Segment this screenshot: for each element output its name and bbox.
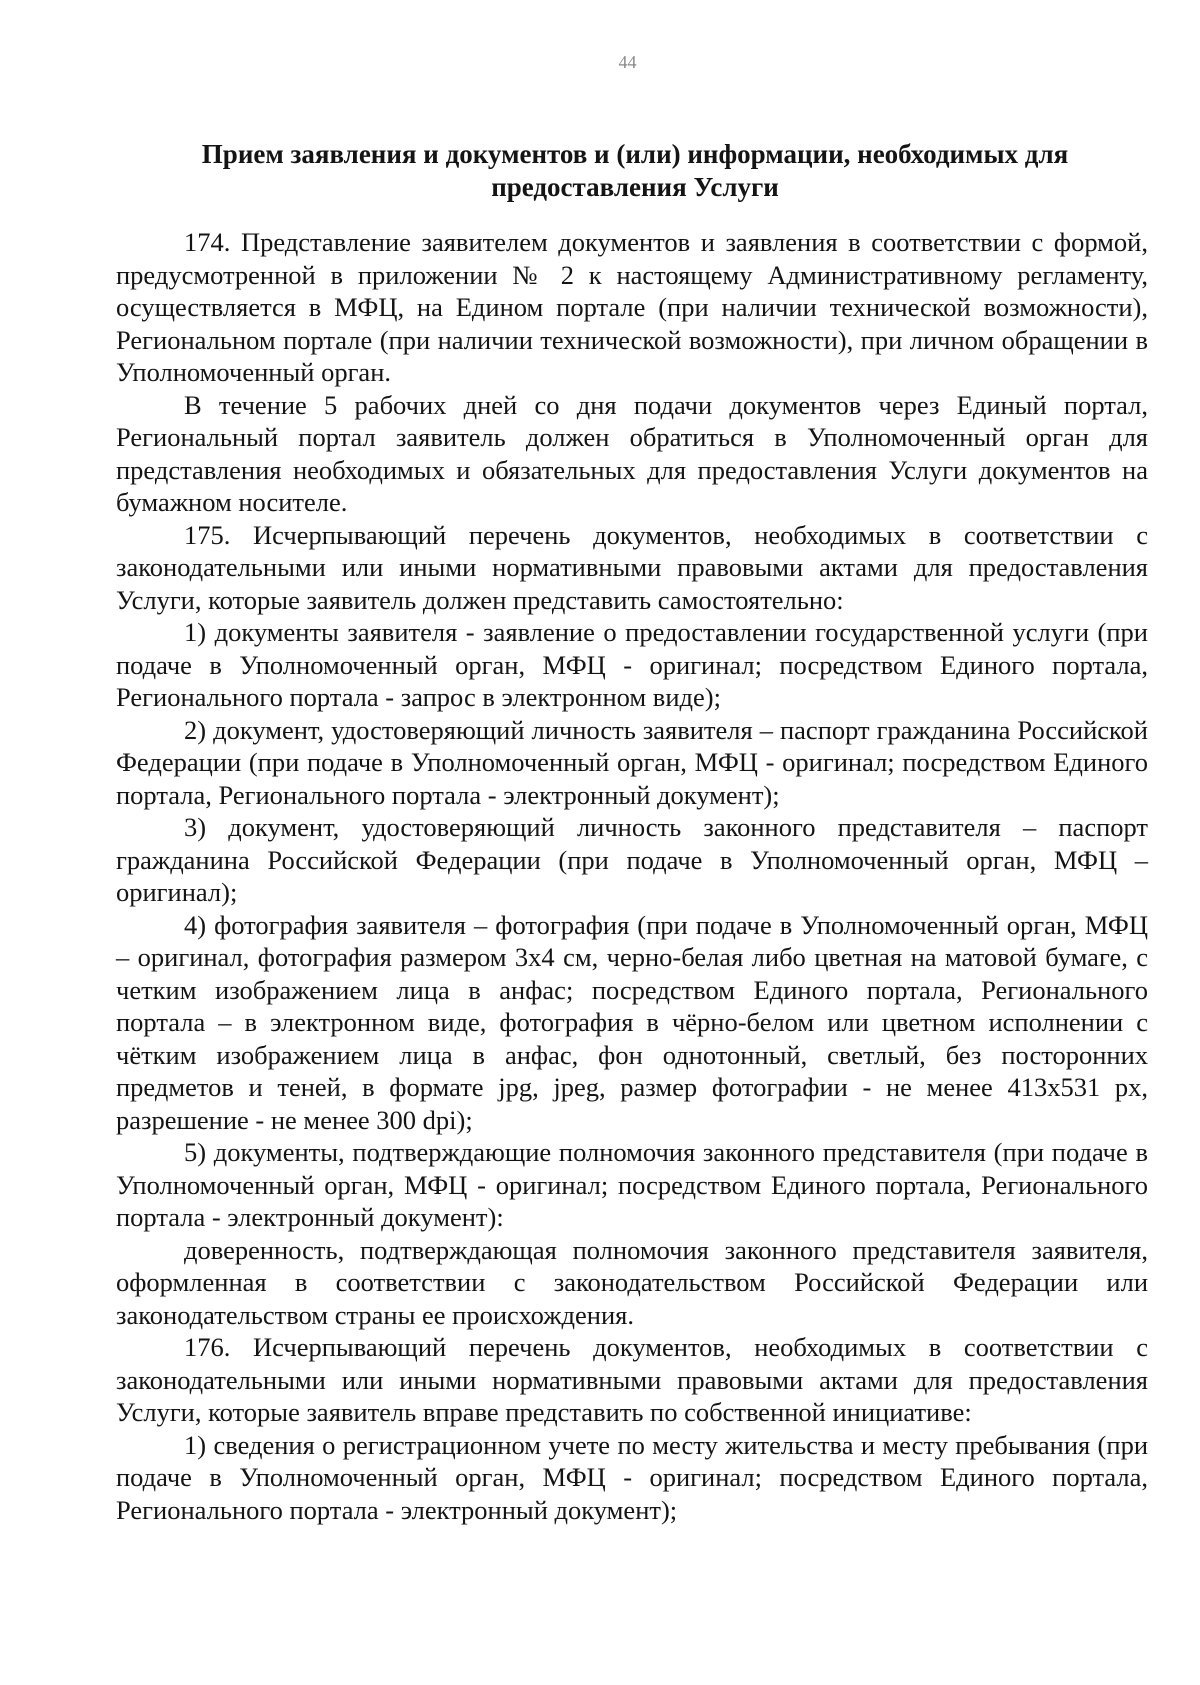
list-item-175-2: 2) документ, удостоверяющий личность заявителя – паспорт гражданина Российской Федерации (при подаче в Уполномоченный орган, МФЦ - оригинал; посредством Единого портала, Регионального портала - электронный документ); bbox=[116, 714, 1148, 810]
list-item-175-5: 5) документы, подтверждающие полномочия законного представителя (при подаче в Уполномоченный орган, МФЦ - оригинал; посредством Единого портала, Регионального портала - электронный документ): bbox=[116, 1137, 1148, 1232]
paragraph-174: 174. Представление заявителем документов и заявления в соответствии с формой, предусмотренной в приложении № 2 к настоящему Административному регламенту, осуществляется в МФЦ, на Едином портале (при наличии технической возможности), Региональном портале (при наличии технической возможности), при личном обращении в Уполномоченный орган. bbox=[116, 227, 1148, 387]
section-title: Прием заявления и документов и (или) информации, необходимых для предоставления Услуги bbox=[201, 139, 1069, 202]
list-item-176-1: 1) сведения о регистрационном учете по месту жительства и месту пребывания (при подаче в Уполномоченный орган, МФЦ - оригинал; посредством Единого портала, Регионального портала - электронный документ); bbox=[116, 1429, 1148, 1525]
page-number: 44 bbox=[618, 52, 637, 72]
paragraph-submission-deadline: В течение 5 рабочих дней со дня подачи документов через Единый портал, Региональный портал заявитель должен обратиться в Уполномоченный орган для представления необходимых и обязательных для предоставления Услуги документов на бумажном носителе. bbox=[116, 389, 1148, 517]
paragraph-176: 176. Исчерпывающий перечень документов, необходимых в соответствии с законодательными или иными нормативными правовыми актами для предоставления Услуги, которые заявитель вправе представить по собственной инициативе: bbox=[116, 1332, 1148, 1427]
list-item-175-4: 4) фотография заявителя – фотография (при подаче в Уполномоченный орган, МФЦ – оригинал, фотография размером 3x4 см, черно-белая либо цветная на матовой бумаге, с четким изображением лица в анфас; посредством Единого портала, Регионального портала – в электронном виде, фотография в чёрно-белом или цветном исполнении с чётким изображением лица в анфас, фон однотонный, светлый, без посторонних предметов и теней, в формате jpg, jpeg, размер фотографии - не менее 413x531 px, разрешение - не менее 300 dpi); bbox=[116, 909, 1148, 1135]
paragraph-power-of-attorney: доверенность, подтверждающая полномочия законного представителя заявителя, оформленная в соответствии с законодательством Российской Федерации или законодательством страны ее происхождения. bbox=[116, 1234, 1148, 1330]
list-item-175-3: 3) документ, удостоверяющий личность законного представителя – паспорт гражданина Российской Федерации (при подаче в Уполномоченный орган, МФЦ – оригинал); bbox=[116, 812, 1148, 907]
list-item-175-1: 1) документы заявителя - заявление о предоставлении государственной услуги (при подаче в Уполномоченный орган, МФЦ - оригинал; посредством Единого портала, Регионального портала - запрос в электронном виде); bbox=[116, 617, 1148, 712]
document-body bbox=[116, 226, 1148, 1526]
paragraph-175: 175. Исчерпывающий перечень документов, необходимых в соответствии с законодательными или иными нормативными правовыми актами для предоставления Услуги, которые заявитель должен представить самостоятельно: bbox=[116, 519, 1148, 615]
